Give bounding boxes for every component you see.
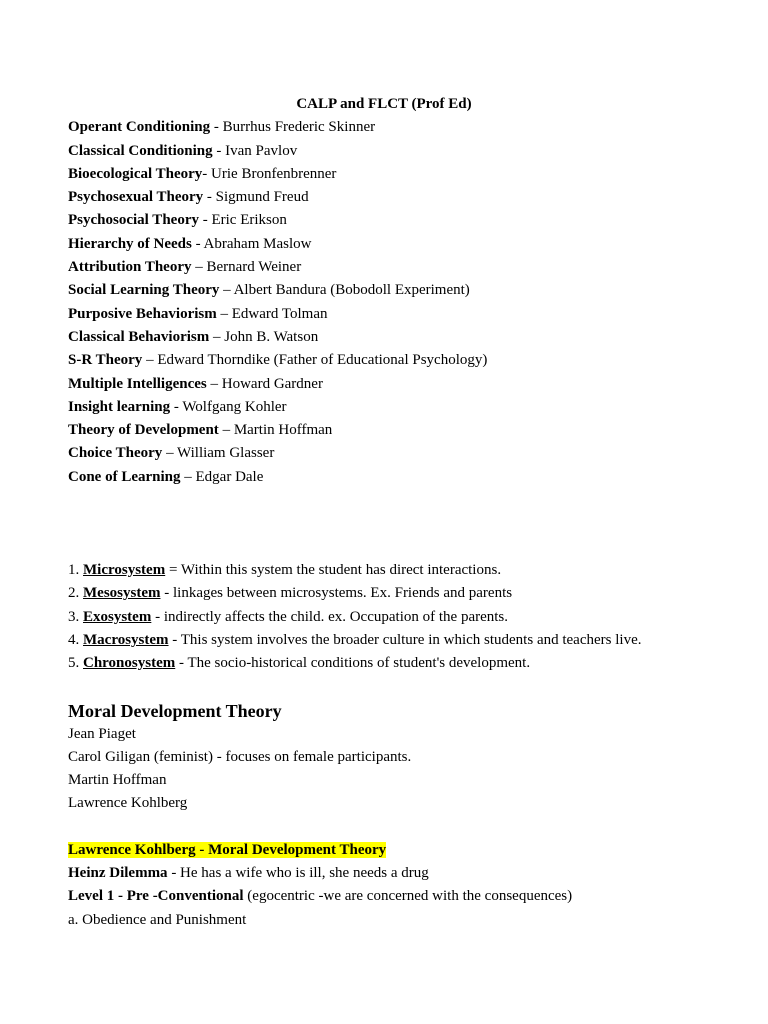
system-description: - indirectly affects the child. ex. Occupation of the parents. bbox=[151, 608, 509, 625]
stage-a-line: a. Obedience and Punishment bbox=[68, 911, 247, 928]
system-name: Exosystem bbox=[83, 608, 152, 625]
theory-person: Bernard Weiner bbox=[206, 259, 302, 276]
theory-term: Classical Conditioning bbox=[68, 142, 213, 159]
system-description: - The socio-historical conditions of student's development. bbox=[175, 655, 531, 672]
theorist-item: Martin Hoffman bbox=[68, 772, 167, 789]
theory-item bbox=[68, 466, 708, 489]
level-1-term: Level 1 - Pre -Conventional bbox=[68, 888, 244, 905]
theory-separator: - bbox=[191, 235, 204, 252]
blank-space bbox=[68, 676, 708, 699]
theory-term: Choice Theory bbox=[68, 445, 163, 462]
system-number: 4. bbox=[68, 631, 83, 648]
theory-person: Urie Bronfenbrenner bbox=[211, 165, 337, 182]
system-name: Microsystem bbox=[83, 562, 166, 579]
heinz-dilemma-term: Heinz Dilemma bbox=[68, 865, 168, 882]
system-number: 1. bbox=[68, 562, 83, 579]
theory-person: Albert Bandura (Bobodoll Experiment) bbox=[233, 282, 470, 299]
theory-item bbox=[68, 419, 708, 442]
blank-space bbox=[68, 816, 708, 839]
system-item bbox=[68, 559, 708, 582]
theory-item bbox=[68, 326, 708, 349]
theory-term: Purposive Behaviorism bbox=[68, 305, 217, 322]
theory-term: Bioecological Theory bbox=[68, 165, 203, 182]
theory-separator: – bbox=[162, 445, 178, 462]
theory-person: Edward Thorndike (Father of Educational Psychology) bbox=[157, 352, 488, 369]
theory-term: Social Learning Theory bbox=[68, 282, 220, 299]
theorist-item: Carol Giligan (feminist) - focuses on female participants. bbox=[68, 748, 412, 765]
theory-separator: – bbox=[142, 352, 158, 369]
theory-term: Operant Conditioning bbox=[68, 119, 211, 136]
kohlberg-highlight: Lawrence Kohlberg - Moral Development Theory bbox=[68, 841, 387, 858]
theory-person: William Glasser bbox=[177, 445, 275, 462]
theory-separator: – bbox=[218, 422, 234, 439]
system-description: = Within this system the student has direct interactions. bbox=[165, 562, 502, 579]
theory-separator: - bbox=[198, 212, 212, 229]
theory-person: Howard Gardner bbox=[221, 375, 323, 392]
theory-separator: - bbox=[210, 119, 223, 136]
system-number: 3. bbox=[68, 608, 83, 625]
theory-person: Burrhus Frederic Skinner bbox=[222, 119, 376, 136]
theory-person: Sigmund Freud bbox=[215, 189, 309, 206]
theory-separator: – bbox=[216, 305, 232, 322]
system-item bbox=[68, 606, 708, 629]
heinz-dilemma-description: - He has a wife who is ill, she needs a drug bbox=[167, 865, 429, 882]
heinz-dilemma-line bbox=[68, 862, 708, 885]
theory-person: Ivan Pavlov bbox=[225, 142, 298, 159]
theory-item bbox=[68, 349, 708, 372]
system-name: Chronosystem bbox=[83, 655, 176, 672]
theory-term: Multiple Intelligences bbox=[68, 375, 207, 392]
theory-term: S-R Theory bbox=[68, 352, 143, 369]
theory-item bbox=[68, 186, 708, 209]
theory-term: Insight learning bbox=[68, 398, 171, 415]
system-description: - linkages between microsystems. Ex. Friends and parents bbox=[160, 585, 513, 602]
theory-item bbox=[68, 373, 708, 396]
theory-term: Attribution Theory bbox=[68, 259, 192, 276]
theory-item bbox=[68, 396, 708, 419]
system-item bbox=[68, 582, 708, 605]
blank-space bbox=[68, 489, 708, 559]
system-number: 2. bbox=[68, 585, 83, 602]
theory-separator: - bbox=[202, 165, 212, 182]
theory-item bbox=[68, 116, 708, 139]
theory-person: Edgar Dale bbox=[195, 468, 264, 485]
theory-separator: – bbox=[219, 282, 234, 299]
theory-separator: – bbox=[209, 328, 225, 345]
theory-person: John B. Watson bbox=[224, 328, 319, 345]
kohlberg-section bbox=[68, 839, 708, 932]
theory-person: Wolfgang Kohler bbox=[182, 398, 287, 415]
theory-person: Edward Tolman bbox=[231, 305, 328, 322]
theory-separator: – bbox=[191, 259, 207, 276]
moral-development-heading: Moral Development Theory bbox=[68, 700, 282, 721]
theory-item bbox=[68, 279, 708, 302]
moral-theorists-list bbox=[68, 723, 708, 816]
system-item bbox=[68, 652, 708, 675]
theory-item bbox=[68, 256, 708, 279]
system-description: - This system involves the broader culture in which students and teachers live. bbox=[168, 631, 642, 648]
level-1-description: (egocentric -we are concerned with the consequences) bbox=[243, 888, 573, 905]
kohlberg-highlight-line bbox=[68, 839, 708, 862]
theory-person: Abraham Maslow bbox=[203, 235, 312, 252]
theory-separator: – bbox=[180, 468, 196, 485]
theory-item bbox=[68, 233, 708, 256]
theory-item bbox=[68, 303, 708, 326]
system-name: Mesosystem bbox=[83, 585, 161, 602]
theory-item bbox=[68, 209, 708, 232]
system-number: 5. bbox=[68, 655, 83, 672]
ecological-systems-list bbox=[68, 559, 708, 675]
theory-separator: - bbox=[170, 398, 183, 415]
document-page bbox=[68, 93, 708, 932]
theory-term: Cone of Learning bbox=[68, 468, 181, 485]
theorist-item: Jean Piaget bbox=[68, 725, 136, 742]
document-title: CALP and FLCT (Prof Ed) bbox=[296, 96, 472, 112]
theory-person: Eric Erikson bbox=[211, 212, 287, 229]
theorist-item: Lawrence Kohlberg bbox=[68, 795, 188, 812]
theory-item bbox=[68, 163, 708, 186]
theory-separator: - bbox=[203, 189, 216, 206]
theory-item bbox=[68, 442, 708, 465]
theory-separator: – bbox=[206, 375, 222, 392]
system-name: Macrosystem bbox=[83, 631, 169, 648]
system-item bbox=[68, 629, 708, 652]
theory-term: Psychosocial Theory bbox=[68, 212, 199, 229]
theory-term: Theory of Development bbox=[68, 422, 219, 439]
theory-person: Martin Hoffman bbox=[233, 422, 333, 439]
level-1-line bbox=[68, 885, 708, 908]
theory-list bbox=[68, 116, 708, 489]
theory-term: Psychosexual Theory bbox=[68, 189, 204, 206]
theory-item bbox=[68, 140, 708, 163]
theory-term: Classical Behaviorism bbox=[68, 328, 210, 345]
theory-term: Hierarchy of Needs bbox=[68, 235, 192, 252]
theory-separator: - bbox=[212, 142, 226, 159]
